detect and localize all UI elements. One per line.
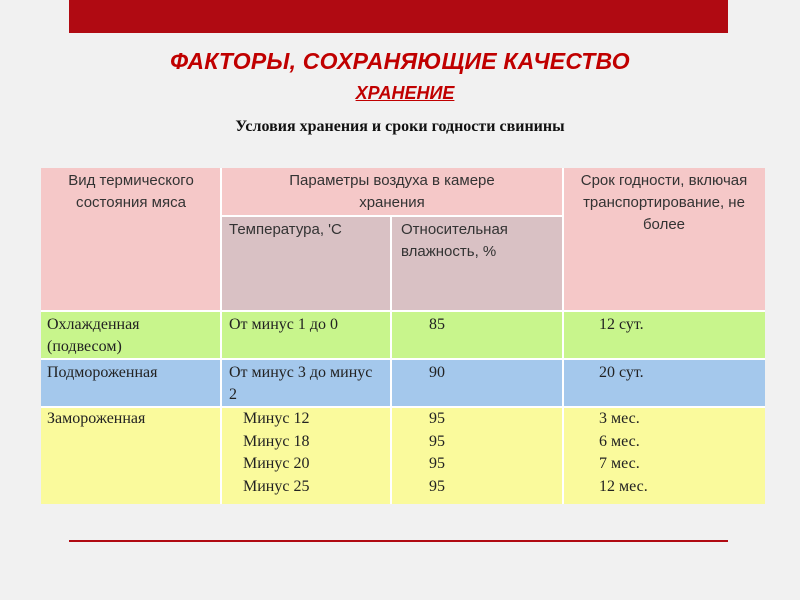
cell-text: 90 — [429, 364, 445, 381]
row-chilled-temp — [221, 311, 391, 359]
cell-line: Минус 12 — [243, 410, 310, 427]
cell-text: От минус 3 до минус 2 — [229, 364, 373, 403]
cell-line: Минус 18 — [243, 432, 310, 450]
row-partially-frozen-temp — [221, 359, 391, 407]
header-temperature-label: Температура, 'С — [229, 221, 342, 238]
cell-line: 7 мес. — [599, 455, 640, 472]
row-chilled-humidity — [391, 311, 563, 359]
header-humidity-label: Относительная влажность, % — [401, 221, 508, 260]
slide-subtitle — [0, 83, 800, 104]
cell-line: Минус 25 — [243, 477, 310, 495]
grid-line — [562, 168, 564, 504]
grid-line — [390, 216, 392, 504]
row-frozen-temps — [221, 407, 391, 504]
cell-line: 3 мес. — [599, 410, 640, 427]
cell-line: 95 — [429, 455, 445, 472]
header-params-label: Параметры воздуха в камере хранения — [289, 172, 495, 211]
subtitle-text: ХРАНЕНИЕ — [355, 83, 455, 103]
header-temperature — [221, 216, 391, 311]
grid-line — [41, 406, 765, 408]
cell-text: 20 сут. — [599, 364, 644, 381]
header-state-label: Вид термического состояния мяса — [68, 172, 194, 211]
row-partially-frozen-state — [41, 359, 221, 407]
header-shelf-life — [563, 168, 765, 311]
header-state — [41, 168, 221, 311]
grid-line — [221, 215, 563, 217]
cell-text: Подмороженная — [47, 364, 158, 381]
cell-line: 95 — [429, 410, 445, 427]
row-chilled-state — [41, 311, 221, 359]
slide-title: ФАКТОРЫ, СОХРАНЯЮЩИЕ КАЧЕСТВО — [170, 48, 630, 74]
cell-line: 95 — [429, 477, 445, 495]
cell-line: 12 мес. — [599, 477, 648, 495]
top-accent-bar — [69, 0, 728, 33]
cell-text: Охлажденная (подвесом) — [47, 316, 140, 355]
cell-text: От минус 1 до 0 — [229, 316, 339, 333]
row-frozen-state — [41, 407, 221, 504]
cell-line: 6 мес. — [599, 432, 640, 450]
header-shelf-life-label: Срок годности, включая транспортирование, не более — [580, 172, 748, 233]
cell-line: 95 — [429, 432, 445, 450]
row-frozen-humidities — [391, 407, 563, 504]
row-frozen-shelves — [563, 407, 765, 504]
bottom-divider — [69, 540, 728, 542]
grid-line — [41, 310, 765, 312]
header-humidity — [391, 216, 563, 311]
grid-line — [220, 168, 222, 504]
grid-line — [41, 358, 765, 360]
table-caption: Условия хранения и сроки годности свинины — [235, 118, 565, 135]
cell-line: Минус 20 — [243, 455, 310, 472]
row-partially-frozen-humidity — [391, 359, 563, 407]
cell-text: 85 — [429, 316, 445, 333]
row-partially-frozen-shelf — [563, 359, 765, 407]
cell-text: 12 сут. — [599, 316, 644, 333]
cell-text: Замороженная — [47, 410, 146, 427]
header-params — [221, 168, 563, 216]
row-chilled-shelf — [563, 311, 765, 359]
